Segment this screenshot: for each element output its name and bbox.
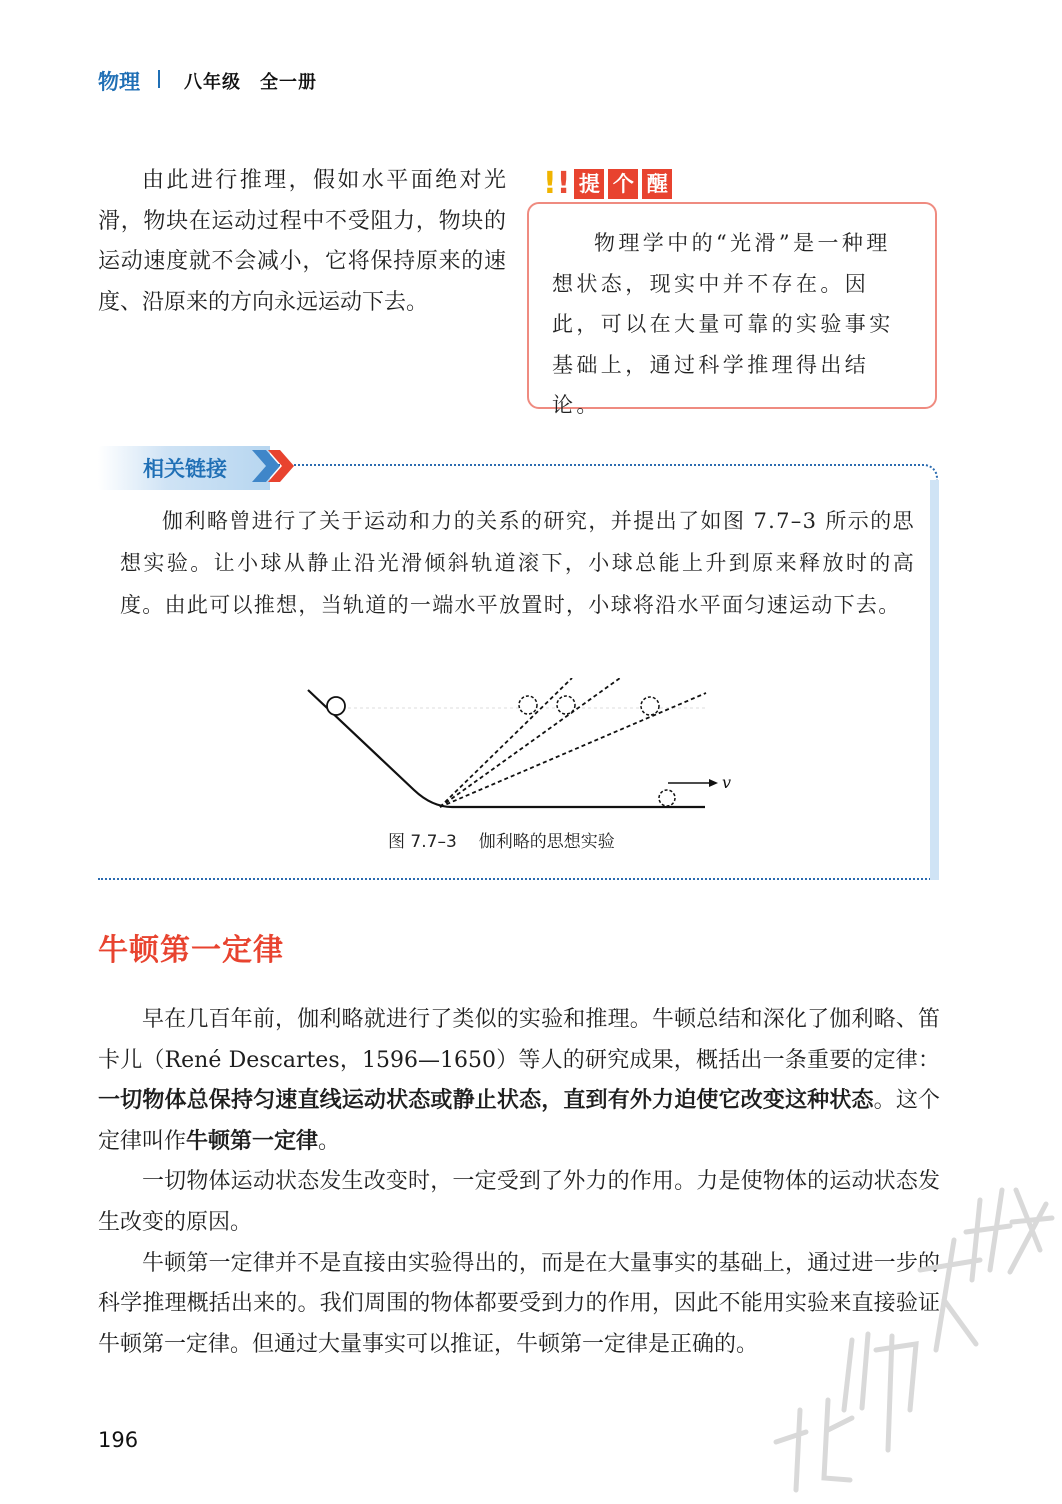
intro-text: 由此进行推理，假如水平面绝对光滑，物块在运动过程中不受阻力，物块的运动速度就不会减小，它将保持原来的速度、沿原来的方向永远运动下去。 — [98, 168, 506, 315]
p1-text-b: 。这个定律叫作 — [98, 1088, 940, 1154]
p1-text-a: 早在几百年前，伽利略就进行了类似的实验和推理。牛顿总结和深化了伽利略、笛卡儿（René Descartes，1596—1650）等人的研究成果，概括出一条重要的定律： — [98, 1007, 940, 1073]
page-number: 196 — [98, 1428, 139, 1452]
paragraph-reasoning: 牛顿第一定律并不是直接由实验得出的，而是在大量事实的基础上，通过进一步的科学推理概括出来的。我们周围的物体都要受到力的作用，因此不能用实验来直接验证牛顿第一定律。但通过大量事实可以推证，牛顿第一定律是正确的。 — [98, 1250, 940, 1357]
related-link-label: 相关链接 — [143, 457, 227, 481]
intro-paragraph — [98, 161, 506, 323]
paragraph-force-cause: 一切物体运动状态发生改变时，一定受到了外力的作用。力是使物体的运动状态发生改变的原因。 — [98, 1169, 940, 1235]
related-link-edge — [930, 480, 939, 880]
ball-steep — [519, 696, 537, 714]
tip-text — [552, 223, 914, 426]
law-statement: 一切物体总保持匀速直线运动状态或静止状态，直到有外力迫使它改变这种状态 — [98, 1088, 874, 1114]
double-chevron-icon — [250, 446, 298, 486]
galileo-figure — [300, 678, 740, 818]
figure-caption — [388, 827, 615, 852]
ball-shallow — [641, 697, 659, 715]
exclamation-icon: !! — [543, 166, 571, 201]
tip-paragraph: 物理学中的“光滑”是一种理想状态，现实中并不存在。因此，可以在大量可靠的实验事实基础上，通过科学推理得出结论。 — [552, 231, 894, 417]
p1-text-c: 。 — [318, 1128, 341, 1154]
header-grade: 八年级 全一册 — [184, 72, 317, 93]
ball-start — [327, 697, 345, 715]
related-link-text — [120, 500, 915, 626]
header-subject: 物理 — [98, 70, 140, 94]
header-divider — [158, 70, 160, 88]
ball-medium — [557, 696, 575, 714]
ball-horizontal — [659, 790, 675, 806]
velocity-arrowhead — [709, 779, 718, 787]
section-title: 牛顿第一定律 — [98, 933, 284, 968]
velocity-label: v — [722, 773, 732, 792]
related-link-paragraph: 伽利略曾进行了关于运动和力的关系的研究，并提出了如图 7.7–3 所示的思想实验。让小球从静止沿光滑倾斜轨道滚下，小球总能上升到原来释放时的高度。由此可以推想，当轨道的一端水平放置时，小球将沿水平面匀速运动下去。 — [120, 509, 915, 617]
tip-char-1: 提 — [574, 169, 604, 199]
tip-char-2: 个 — [608, 169, 638, 199]
tip-heading — [543, 166, 672, 201]
watermark-logo — [740, 1160, 1060, 1500]
tip-char-3: 醒 — [642, 169, 672, 199]
figure-title: 伽利略的思想实验 — [478, 832, 615, 852]
incline-steep — [440, 678, 572, 807]
paragraph-newton-law — [98, 1000, 940, 1162]
figure-number: 图 7.7–3 — [388, 832, 457, 852]
law-name: 牛顿第一定律 — [186, 1128, 319, 1154]
